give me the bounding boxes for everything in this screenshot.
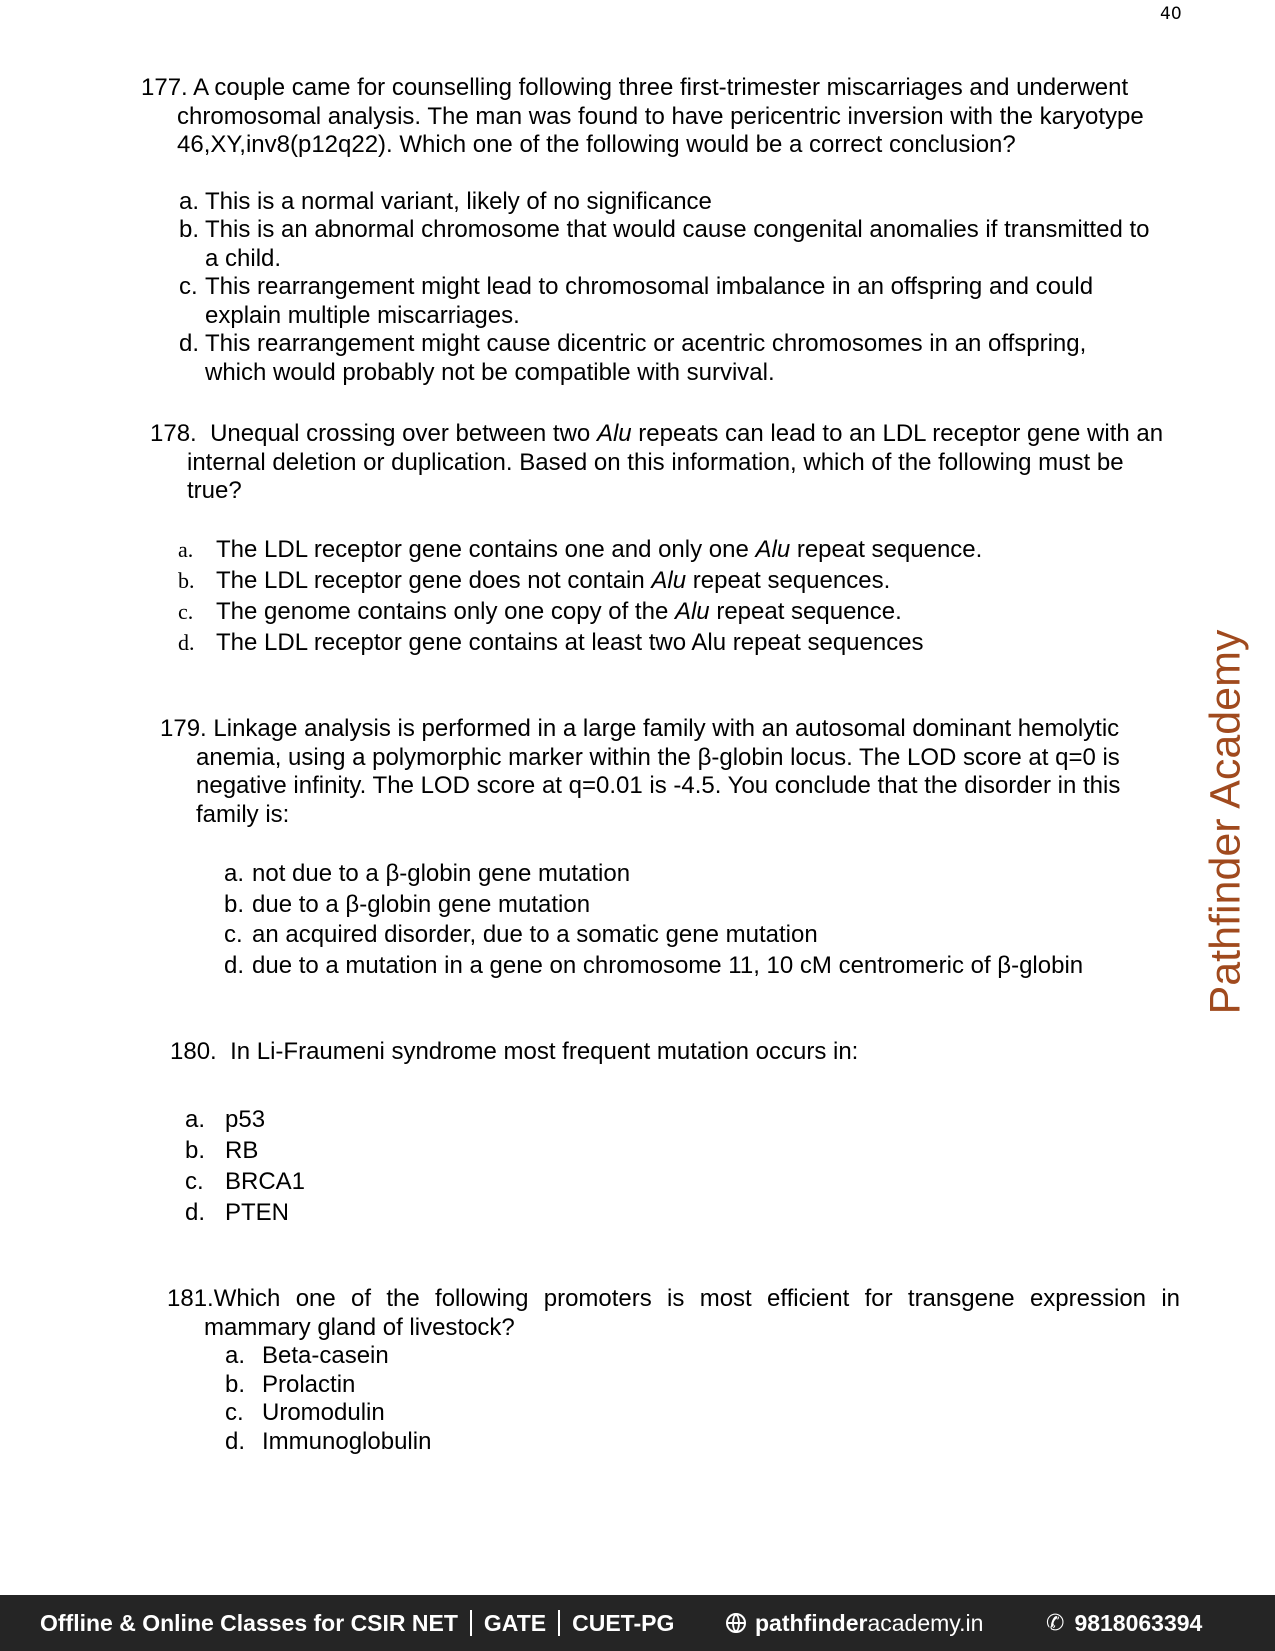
footer-courses: [40, 1610, 674, 1637]
option-letter: c.: [225, 1399, 244, 1426]
question-number: 180.: [170, 1038, 217, 1065]
option-letter: c.: [179, 273, 198, 300]
question-text: Linkage analysis is performed in a large family with an autosomal dominant hemolytic anemia, using a polymorphic marker within the β-globin locus. The LOD score at q=0 is negative infinity. The LOD score at q=0.01 is -4.5. You conclude that the disorder in this family is:: [196, 715, 1121, 828]
question-text: A couple came for counselling following three first-trimester miscarriages and underwent chromosomal analysis. The man was found to have pericentric inversion with the karyotype 46,XY,inv8(p12q22). Which one of the following would be a correct conclusion?: [177, 74, 1144, 158]
question-181: [167, 1285, 1180, 1456]
divider: [470, 1610, 472, 1636]
option-b: [179, 216, 1176, 273]
website-bold: pathfinder: [755, 1609, 868, 1636]
divider: [558, 1610, 560, 1636]
footer-classes-text: Offline & Online Classes for CSIR NET: [40, 1609, 458, 1636]
phone-icon: ✆: [1046, 1610, 1065, 1635]
option-text: PTEN: [225, 1198, 290, 1226]
question-number: 178.: [150, 420, 197, 447]
question-stem: [141, 74, 1176, 160]
option-letter: b.: [185, 1136, 206, 1164]
footer-phone[interactable]: [1046, 1610, 1202, 1637]
option-text: This is an abnormal chromosome that would cause congenital anomalies if transmitted to a child.: [205, 216, 1150, 272]
option-text: not due to a β-globin gene mutation: [252, 860, 631, 887]
option-text: [216, 627, 1180, 658]
option-letter: a.: [179, 187, 200, 215]
option-letter: b.: [178, 567, 195, 593]
question-text: Unequal crossing over between two: [210, 420, 597, 447]
option-list: [160, 859, 1170, 981]
option-d: [185, 1197, 1170, 1228]
option-text: This rearrangement might lead to chromosomal imbalance in an offspring and could explain multiple miscarriages.: [205, 273, 1094, 329]
footer-cuet-text: CUET-PG: [572, 1609, 675, 1636]
option-text-part: The genome contains only one copy of the: [216, 597, 675, 625]
option-d: [224, 951, 1170, 982]
footer-website[interactable]: [726, 1610, 983, 1637]
option-text: [216, 534, 1180, 565]
question-178: [150, 420, 1180, 658]
option-text: [216, 596, 1180, 627]
option-c: [178, 596, 1180, 627]
option-text: Prolactin: [262, 1370, 356, 1398]
option-b: [185, 1135, 1170, 1166]
option-text: This is a normal variant, likely of no significance: [205, 187, 712, 215]
question-number: 177.: [141, 74, 188, 101]
option-letter: d.: [179, 330, 200, 357]
option-d: [225, 1428, 1180, 1457]
question-number: 179.: [160, 715, 207, 742]
option-text: RB: [225, 1136, 259, 1164]
watermark-text: Pathfinder Academy: [1201, 629, 1250, 1015]
phone-number: 9818063394: [1074, 1609, 1203, 1636]
option-letter: c.: [178, 598, 194, 624]
option-text: an acquired disorder, due to a somatic gene mutation: [252, 921, 818, 948]
option-letter: d.: [185, 1198, 206, 1226]
option-letter: c.: [224, 921, 243, 948]
option-text: [216, 565, 1180, 596]
question-stem: [160, 715, 1170, 829]
option-text-italic: Alu: [755, 535, 791, 563]
option-text-part: The LDL receptor gene contains one and only one: [216, 535, 756, 563]
option-text-italic: Alu: [651, 566, 687, 594]
question-text: Which one of the following promoters is most efficient for transgene expression in mammary gland of livestock?: [204, 1285, 1180, 1341]
option-letter: a.: [178, 536, 194, 562]
option-text-part: The LDL receptor gene contains at least two Alu repeat sequences: [216, 628, 924, 656]
question-180: [170, 1038, 1170, 1228]
option-text: Beta-casein: [262, 1342, 389, 1369]
option-text: This rearrangement might cause dicentric or acentric chromosomes in an offspring, which would probably not be compatible with survival.: [205, 330, 1087, 386]
website-light: academy.in: [867, 1609, 984, 1636]
option-c: [185, 1166, 1170, 1197]
option-letter: c.: [185, 1167, 204, 1195]
option-text: due to a β-globin gene mutation: [252, 890, 591, 918]
option-letter: d.: [225, 1427, 246, 1455]
question-text-italic: Alu: [596, 420, 632, 447]
question-179: [160, 715, 1170, 981]
option-a: [179, 188, 1176, 217]
option-letter: a.: [224, 860, 245, 887]
option-text: Uromodulin: [262, 1399, 385, 1426]
option-list: [150, 534, 1180, 658]
page-number: 40: [1160, 4, 1182, 24]
option-letter: b.: [225, 1370, 246, 1398]
option-d: [179, 330, 1176, 387]
question-number: 181.: [167, 1285, 214, 1312]
option-text: BRCA1: [225, 1167, 306, 1195]
option-text-part: repeat sequence.: [709, 597, 902, 625]
question-text: repeats can lead to an LDL receptor gene with an internal deletion or duplication. Based on this information, which of the following must be true?: [187, 420, 1164, 504]
option-c: [225, 1399, 1180, 1428]
option-letter: a.: [185, 1105, 206, 1133]
option-text: p53: [225, 1105, 266, 1133]
footer-gate-text: GATE: [483, 1609, 547, 1636]
question-stem: [167, 1285, 1180, 1342]
option-text-part: repeat sequence.: [790, 535, 983, 563]
option-b: [178, 565, 1180, 596]
option-a: [224, 859, 1170, 890]
option-text-part: repeat sequences.: [686, 566, 891, 594]
option-a: [225, 1342, 1180, 1371]
option-a: [185, 1104, 1170, 1135]
question-stem: [150, 420, 1180, 506]
option-b: [224, 890, 1170, 921]
option-text: due to a mutation in a gene on chromosome 11, 10 cM centromeric of β-globin: [252, 951, 1084, 979]
option-list: [167, 1342, 1180, 1456]
question-stem: [170, 1038, 1170, 1067]
option-b: [225, 1371, 1180, 1400]
question-text: In Li-Fraumeni syndrome most frequent mutation occurs in:: [230, 1038, 859, 1065]
option-letter: d.: [178, 629, 195, 655]
option-c: [179, 273, 1176, 330]
globe-icon: [726, 1613, 746, 1633]
option-d: [178, 627, 1180, 658]
option-text: Immunoglobulin: [262, 1427, 432, 1455]
option-list: [141, 188, 1176, 388]
option-letter: d.: [224, 951, 245, 979]
option-a: [178, 534, 1180, 565]
option-letter: b.: [179, 216, 200, 243]
question-177: [141, 74, 1176, 387]
option-letter: b.: [224, 890, 245, 918]
footer-bar: [0, 1595, 1275, 1651]
option-list: [170, 1104, 1170, 1228]
option-c: [224, 920, 1170, 951]
option-letter: a.: [225, 1342, 246, 1369]
option-text-italic: Alu: [674, 597, 710, 625]
option-text-part: The LDL receptor gene does not contain: [216, 566, 652, 594]
